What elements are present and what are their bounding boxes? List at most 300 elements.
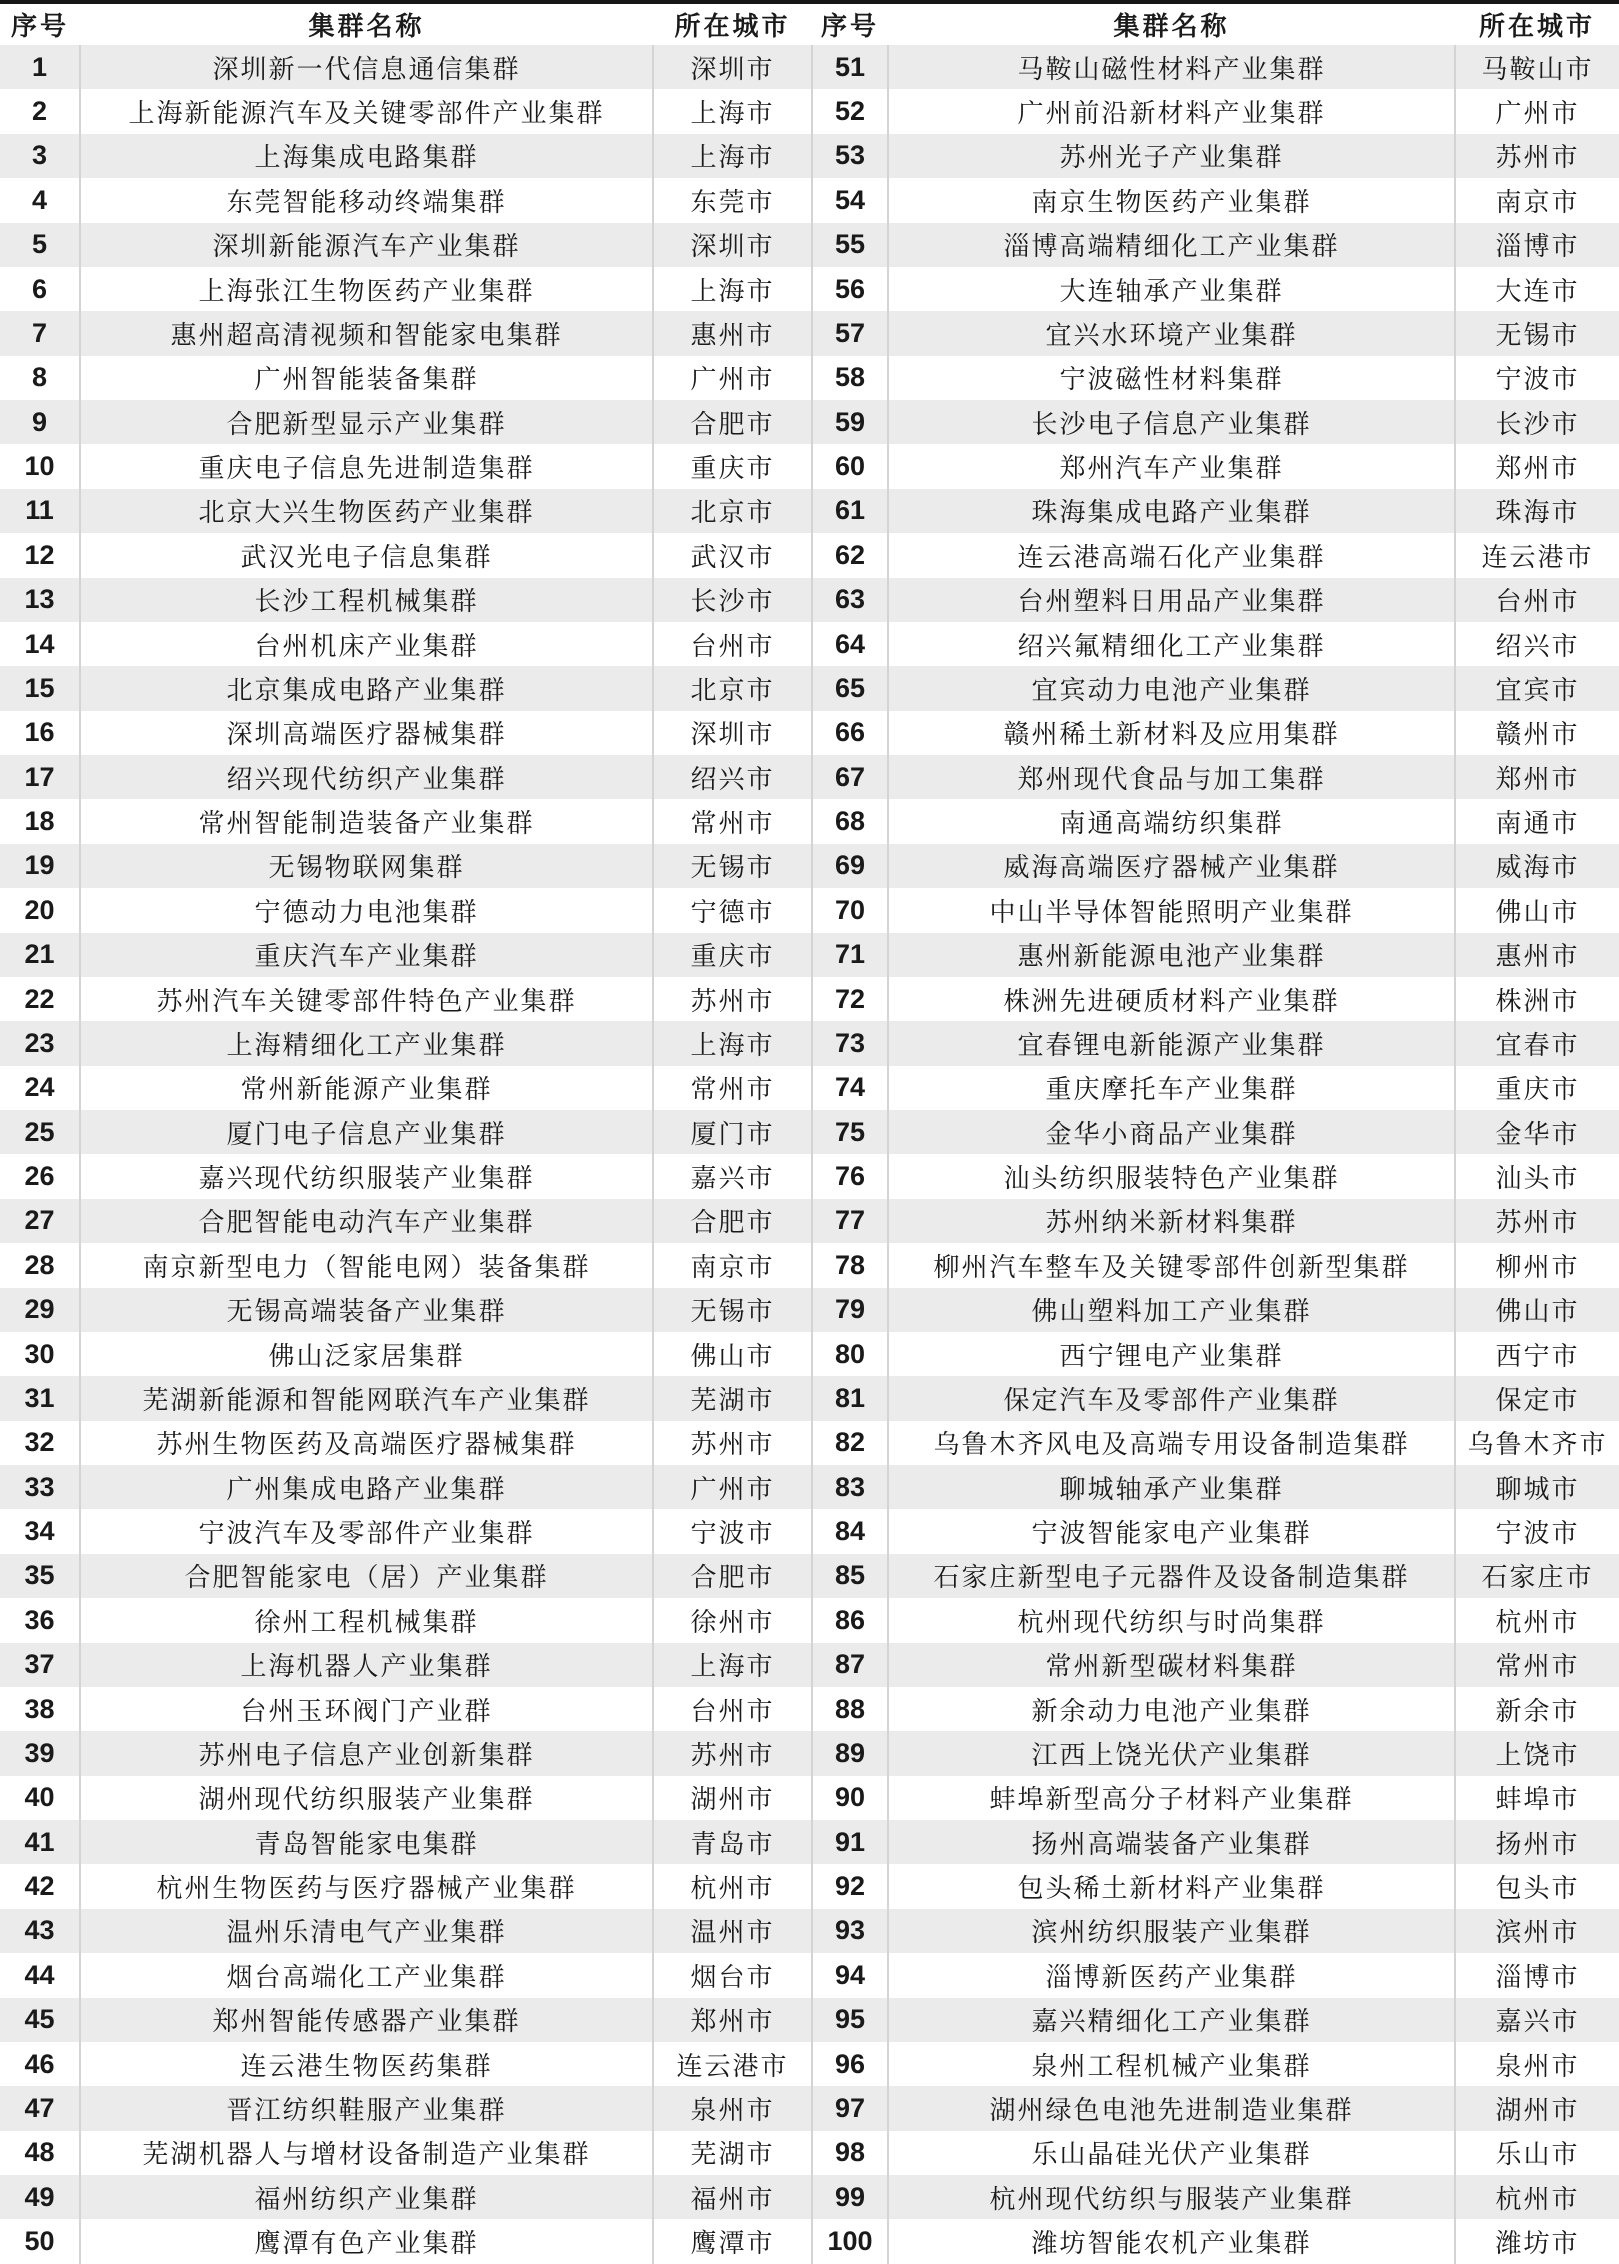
cluster-name-cell: 连云港生物医药集群 bbox=[80, 2042, 653, 2086]
city-cell: 金华市 bbox=[1495, 1119, 1580, 1149]
cluster-name-cell: 厦门电子信息产业集群 bbox=[80, 1110, 653, 1154]
cluster-name-cell: 宁德动力电池集群 bbox=[80, 888, 653, 932]
cluster-name-cell: 无锡物联网集群 bbox=[80, 844, 653, 888]
cluster-name-cell: 无锡高端装备产业集群 bbox=[80, 1288, 653, 1332]
index-cell: 15 bbox=[0, 666, 80, 710]
table-row bbox=[0, 2042, 1619, 2086]
index-cell: 60 bbox=[812, 444, 888, 488]
cluster-name-cell: 保定汽车及零部件产业集群 bbox=[888, 1376, 1455, 1420]
city-cell: 北京市 bbox=[653, 489, 812, 533]
header-index-right: 序号 bbox=[812, 4, 888, 45]
index-cell: 6 bbox=[0, 267, 80, 311]
cluster-name-cell: 上海机器人产业集群 bbox=[80, 1643, 653, 1687]
table-row bbox=[0, 223, 1619, 267]
cluster-name-cell: 台州玉环阀门产业群 bbox=[80, 1687, 653, 1731]
city-cell: 西宁市 bbox=[1495, 1341, 1580, 1371]
cluster-name-cell: 长沙工程机械集群 bbox=[80, 578, 653, 622]
index-cell: 53 bbox=[812, 134, 888, 178]
city-cell: 广州市 bbox=[653, 356, 812, 400]
header-city-left: 所在城市 bbox=[653, 4, 812, 45]
index-cell: 86 bbox=[812, 1598, 888, 1642]
table-row bbox=[0, 1776, 1619, 1820]
city-cell: 郑州市 bbox=[1495, 764, 1580, 794]
cluster-name-cell: 台州机床产业集群 bbox=[80, 622, 653, 666]
cluster-name-cell: 包头稀土新材料产业集群 bbox=[888, 1864, 1455, 1908]
cluster-name-cell: 宜宾动力电池产业集群 bbox=[888, 666, 1455, 710]
city-cell: 无锡市 bbox=[653, 844, 812, 888]
cluster-name-cell: 嘉兴精细化工产业集群 bbox=[888, 1998, 1455, 2042]
index-cell: 52 bbox=[812, 89, 888, 133]
index-cell: 51 bbox=[812, 45, 888, 89]
cluster-name-cell: 杭州现代纺织与服装产业集群 bbox=[888, 2175, 1455, 2219]
cluster-name-cell: 深圳高端医疗器械集群 bbox=[80, 711, 653, 755]
cluster-name-cell: 连云港高端石化产业集群 bbox=[888, 533, 1455, 577]
city-cell: 乐山市 bbox=[1495, 2140, 1580, 2170]
index-cell: 83 bbox=[812, 1465, 888, 1509]
cluster-name-cell: 芜湖机器人与增材设备制造产业集群 bbox=[80, 2131, 653, 2175]
table-row bbox=[0, 1643, 1619, 1687]
city-cell: 绍兴市 bbox=[653, 755, 812, 799]
index-cell: 4 bbox=[0, 178, 80, 222]
index-cell: 75 bbox=[812, 1110, 888, 1154]
cluster-name-cell: 广州智能装备集群 bbox=[80, 356, 653, 400]
index-cell: 10 bbox=[0, 444, 80, 488]
table-row bbox=[0, 89, 1619, 133]
city-cell: 温州市 bbox=[653, 1909, 812, 1953]
index-cell: 17 bbox=[0, 755, 80, 799]
city-cell: 扬州市 bbox=[1495, 1829, 1580, 1859]
city-cell: 北京市 bbox=[653, 666, 812, 710]
index-cell: 78 bbox=[812, 1243, 888, 1287]
city-cell: 石家庄市 bbox=[1481, 1563, 1594, 1593]
table-row bbox=[0, 2175, 1619, 2219]
cluster-name-cell: 上海新能源汽车及关键零部件产业集群 bbox=[80, 89, 653, 133]
cluster-name-cell: 潍坊智能农机产业集群 bbox=[888, 2219, 1455, 2263]
table-row bbox=[0, 977, 1619, 1021]
city-cell: 汕头市 bbox=[1495, 1164, 1580, 1194]
table-row bbox=[0, 799, 1619, 843]
city-cell: 上海市 bbox=[653, 1021, 812, 1065]
index-cell: 50 bbox=[0, 2219, 80, 2263]
table-row bbox=[0, 666, 1619, 710]
cluster-name-cell: 金华小商品产业集群 bbox=[888, 1110, 1455, 1154]
index-cell: 28 bbox=[0, 1243, 80, 1287]
index-cell: 23 bbox=[0, 1021, 80, 1065]
cluster-name-cell: 武汉光电子信息集群 bbox=[80, 533, 653, 577]
city-cell: 惠州市 bbox=[653, 311, 812, 355]
city-cell: 南京市 bbox=[1495, 187, 1580, 217]
city-cell: 上海市 bbox=[653, 267, 812, 311]
city-cell: 东莞市 bbox=[653, 178, 812, 222]
city-cell: 上海市 bbox=[653, 1643, 812, 1687]
index-cell: 92 bbox=[812, 1864, 888, 1908]
city-cell: 芜湖市 bbox=[653, 2131, 812, 2175]
table-row bbox=[0, 844, 1619, 888]
table-row bbox=[0, 1731, 1619, 1775]
table-row bbox=[0, 533, 1619, 577]
cluster-name-cell: 重庆电子信息先进制造集群 bbox=[80, 444, 653, 488]
city-cell: 宁德市 bbox=[653, 888, 812, 932]
city-cell: 常州市 bbox=[1495, 1652, 1580, 1682]
cluster-name-cell: 乌鲁木齐风电及高端专用设备制造集群 bbox=[888, 1421, 1455, 1465]
city-cell: 威海市 bbox=[1495, 853, 1580, 883]
table-row bbox=[0, 1465, 1619, 1509]
city-cell: 柳州市 bbox=[1495, 1252, 1580, 1282]
index-cell: 12 bbox=[0, 533, 80, 577]
index-cell: 100 bbox=[812, 2219, 888, 2263]
city-cell: 深圳市 bbox=[653, 711, 812, 755]
city-cell: 郑州市 bbox=[1495, 454, 1580, 484]
city-cell: 上饶市 bbox=[1495, 1740, 1580, 1770]
table-row bbox=[0, 622, 1619, 666]
cluster-name-cell: 汕头纺织服装特色产业集群 bbox=[888, 1154, 1455, 1198]
index-cell: 87 bbox=[812, 1643, 888, 1687]
city-cell: 湖州市 bbox=[1495, 2095, 1580, 2125]
city-cell: 台州市 bbox=[653, 1687, 812, 1731]
index-cell: 54 bbox=[812, 178, 888, 222]
index-cell: 29 bbox=[0, 1288, 80, 1332]
cluster-name-cell: 鹰潭有色产业集群 bbox=[80, 2219, 653, 2263]
city-cell: 蚌埠市 bbox=[1495, 1785, 1580, 1815]
cluster-name-cell: 合肥智能家电（居）产业集群 bbox=[80, 1554, 653, 1598]
city-cell: 聊城市 bbox=[1495, 1474, 1580, 1504]
index-cell: 67 bbox=[812, 755, 888, 799]
index-cell: 7 bbox=[0, 311, 80, 355]
cluster-name-cell: 郑州现代食品与加工集群 bbox=[888, 755, 1455, 799]
city-cell: 嘉兴市 bbox=[653, 1154, 812, 1198]
table-row bbox=[0, 1820, 1619, 1864]
table-row bbox=[0, 1953, 1619, 1997]
city-cell: 郑州市 bbox=[653, 1998, 812, 2042]
index-cell: 62 bbox=[812, 533, 888, 577]
cluster-name-cell: 滨州纺织服装产业集群 bbox=[888, 1909, 1455, 1953]
index-cell: 3 bbox=[0, 134, 80, 178]
city-cell: 保定市 bbox=[1495, 1385, 1580, 1415]
cluster-name-cell: 宜春锂电新能源产业集群 bbox=[888, 1021, 1455, 1065]
city-cell: 武汉市 bbox=[653, 533, 812, 577]
table-row bbox=[0, 356, 1619, 400]
cluster-name-cell: 中山半导体智能照明产业集群 bbox=[888, 888, 1455, 932]
table-row bbox=[0, 400, 1619, 444]
index-cell: 16 bbox=[0, 711, 80, 755]
cluster-name-cell: 惠州超高清视频和智能家电集群 bbox=[80, 311, 653, 355]
index-cell: 73 bbox=[812, 1021, 888, 1065]
cluster-name-cell: 湖州绿色电池先进制造业集群 bbox=[888, 2086, 1455, 2130]
city-cell: 福州市 bbox=[653, 2175, 812, 2219]
cluster-name-cell: 北京集成电路产业集群 bbox=[80, 666, 653, 710]
table-row bbox=[0, 1288, 1619, 1332]
cluster-name-cell: 南京新型电力（智能电网）装备集群 bbox=[80, 1243, 653, 1287]
cluster-name-cell: 柳州汽车整车及关键零部件创新型集群 bbox=[888, 1243, 1455, 1287]
table-row bbox=[0, 2131, 1619, 2175]
index-cell: 46 bbox=[0, 2042, 80, 2086]
cluster-name-cell: 西宁锂电产业集群 bbox=[888, 1332, 1455, 1376]
index-cell: 79 bbox=[812, 1288, 888, 1332]
city-cell: 芜湖市 bbox=[653, 1376, 812, 1420]
cluster-name-cell: 珠海集成电路产业集群 bbox=[888, 489, 1455, 533]
city-cell: 绍兴市 bbox=[1495, 631, 1580, 661]
index-cell: 90 bbox=[812, 1776, 888, 1820]
cluster-name-cell: 杭州现代纺织与时尚集群 bbox=[888, 1598, 1455, 1642]
cluster-name-cell: 株洲先进硬质材料产业集群 bbox=[888, 977, 1455, 1021]
cluster-name-cell: 晋江纺织鞋服产业集群 bbox=[80, 2086, 653, 2130]
city-cell: 常州市 bbox=[653, 1066, 812, 1110]
index-cell: 30 bbox=[0, 1332, 80, 1376]
city-cell: 杭州市 bbox=[1495, 1607, 1580, 1637]
index-cell: 22 bbox=[0, 977, 80, 1021]
table-row bbox=[0, 444, 1619, 488]
index-cell: 74 bbox=[812, 1066, 888, 1110]
table-row bbox=[0, 755, 1619, 799]
index-cell: 77 bbox=[812, 1199, 888, 1243]
city-cell: 重庆市 bbox=[653, 933, 812, 977]
cluster-name-cell: 常州新能源产业集群 bbox=[80, 1066, 653, 1110]
index-cell: 56 bbox=[812, 267, 888, 311]
index-cell: 8 bbox=[0, 356, 80, 400]
city-cell: 南通市 bbox=[1495, 809, 1580, 839]
city-cell: 宁波市 bbox=[1495, 365, 1580, 395]
city-cell: 苏州市 bbox=[653, 1731, 812, 1775]
index-cell: 98 bbox=[812, 2131, 888, 2175]
cluster-name-cell: 乐山晶硅光伏产业集群 bbox=[888, 2131, 1455, 2175]
cluster-name-cell: 苏州纳米新材料集群 bbox=[888, 1199, 1455, 1243]
index-cell: 41 bbox=[0, 1820, 80, 1864]
table-row bbox=[0, 1998, 1619, 2042]
index-cell: 80 bbox=[812, 1332, 888, 1376]
header-city-right: 所在城市 bbox=[1455, 4, 1619, 45]
city-cell: 潍坊市 bbox=[1495, 2229, 1580, 2259]
cluster-name-cell: 芜湖新能源和智能网联汽车产业集群 bbox=[80, 1376, 653, 1420]
table-row bbox=[0, 1554, 1619, 1598]
table-row bbox=[0, 1199, 1619, 1243]
index-cell: 85 bbox=[812, 1554, 888, 1598]
city-cell: 台州市 bbox=[1495, 587, 1580, 617]
table-row bbox=[0, 1687, 1619, 1731]
index-cell: 59 bbox=[812, 400, 888, 444]
index-cell: 70 bbox=[812, 888, 888, 932]
city-cell: 湖州市 bbox=[653, 1776, 812, 1820]
cluster-name-cell: 重庆摩托车产业集群 bbox=[888, 1066, 1455, 1110]
index-cell: 84 bbox=[812, 1509, 888, 1553]
header-index-left: 序号 bbox=[0, 4, 80, 45]
cluster-name-cell: 广州前沿新材料产业集群 bbox=[888, 89, 1455, 133]
cluster-name-cell: 上海张江生物医药产业集群 bbox=[80, 267, 653, 311]
table-row bbox=[0, 134, 1619, 178]
index-cell: 69 bbox=[812, 844, 888, 888]
index-cell: 37 bbox=[0, 1643, 80, 1687]
cluster-name-cell: 泉州工程机械产业集群 bbox=[888, 2042, 1455, 2086]
table-row bbox=[0, 1154, 1619, 1198]
table-row bbox=[0, 2086, 1619, 2130]
city-cell: 珠海市 bbox=[1495, 498, 1580, 528]
city-cell: 常州市 bbox=[653, 799, 812, 843]
city-cell: 嘉兴市 bbox=[1495, 2007, 1580, 2037]
index-cell: 55 bbox=[812, 223, 888, 267]
index-cell: 68 bbox=[812, 799, 888, 843]
index-cell: 1 bbox=[0, 45, 80, 89]
index-cell: 71 bbox=[812, 933, 888, 977]
city-cell: 长沙市 bbox=[1495, 409, 1580, 439]
index-cell: 38 bbox=[0, 1687, 80, 1731]
index-cell: 39 bbox=[0, 1731, 80, 1775]
index-cell: 42 bbox=[0, 1864, 80, 1908]
index-cell: 82 bbox=[812, 1421, 888, 1465]
cluster-name-cell: 台州塑料日用品产业集群 bbox=[888, 578, 1455, 622]
cluster-name-cell: 温州乐清电气产业集群 bbox=[80, 1909, 653, 1953]
cluster-name-cell: 上海集成电路集群 bbox=[80, 134, 653, 178]
index-cell: 91 bbox=[812, 1820, 888, 1864]
city-cell: 苏州市 bbox=[653, 1421, 812, 1465]
cluster-name-cell: 东莞智能移动终端集群 bbox=[80, 178, 653, 222]
table-row bbox=[0, 1864, 1619, 1908]
city-cell: 淄博市 bbox=[1495, 232, 1580, 262]
index-cell: 47 bbox=[0, 2086, 80, 2130]
city-cell: 宁波市 bbox=[1495, 1519, 1580, 1549]
city-cell: 上海市 bbox=[653, 89, 812, 133]
header-name-right: 集群名称 bbox=[888, 4, 1455, 45]
cluster-name-cell: 徐州工程机械集群 bbox=[80, 1598, 653, 1642]
city-cell: 杭州市 bbox=[653, 1864, 812, 1908]
city-cell: 滨州市 bbox=[1495, 1918, 1580, 1948]
index-cell: 40 bbox=[0, 1776, 80, 1820]
table-row bbox=[0, 1598, 1619, 1642]
index-cell: 66 bbox=[812, 711, 888, 755]
table-row bbox=[0, 1909, 1619, 1953]
cluster-name-cell: 扬州高端装备产业集群 bbox=[888, 1820, 1455, 1864]
cluster-name-cell: 惠州新能源电池产业集群 bbox=[888, 933, 1455, 977]
city-cell: 淄博市 bbox=[1495, 1962, 1580, 1992]
index-cell: 13 bbox=[0, 578, 80, 622]
cluster-name-cell: 苏州光子产业集群 bbox=[888, 134, 1455, 178]
cluster-name-cell: 烟台高端化工产业集群 bbox=[80, 1953, 653, 1997]
city-cell: 广州市 bbox=[1495, 99, 1580, 129]
city-cell: 泉州市 bbox=[1495, 2051, 1580, 2081]
header-row bbox=[0, 4, 1619, 45]
index-cell: 33 bbox=[0, 1465, 80, 1509]
cluster-name-cell: 郑州智能传感器产业集群 bbox=[80, 1998, 653, 2042]
cluster-name-cell: 郑州汽车产业集群 bbox=[888, 444, 1455, 488]
table-row bbox=[0, 1110, 1619, 1154]
index-cell: 97 bbox=[812, 2086, 888, 2130]
cluster-name-cell: 淄博高端精细化工产业集群 bbox=[888, 223, 1455, 267]
cluster-name-cell: 上海精细化工产业集群 bbox=[80, 1021, 653, 1065]
index-cell: 9 bbox=[0, 400, 80, 444]
index-cell: 27 bbox=[0, 1199, 80, 1243]
table-row bbox=[0, 1421, 1619, 1465]
cluster-name-cell: 北京大兴生物医药产业集群 bbox=[80, 489, 653, 533]
index-cell: 61 bbox=[812, 489, 888, 533]
city-cell: 宜春市 bbox=[1495, 1030, 1580, 1060]
index-cell: 63 bbox=[812, 578, 888, 622]
table-row bbox=[0, 311, 1619, 355]
cluster-name-cell: 苏州生物医药及高端医疗器械集群 bbox=[80, 1421, 653, 1465]
table-body bbox=[0, 45, 1619, 2264]
cluster-name-cell: 威海高端医疗器械产业集群 bbox=[888, 844, 1455, 888]
city-cell: 苏州市 bbox=[653, 977, 812, 1021]
index-cell: 45 bbox=[0, 1998, 80, 2042]
index-cell: 96 bbox=[812, 2042, 888, 2086]
city-cell: 佛山市 bbox=[653, 1332, 812, 1376]
city-cell: 台州市 bbox=[653, 622, 812, 666]
city-cell: 上海市 bbox=[653, 134, 812, 178]
city-cell: 大连市 bbox=[1495, 276, 1580, 306]
city-cell: 乌鲁木齐市 bbox=[1467, 1430, 1608, 1460]
cluster-name-cell: 重庆汽车产业集群 bbox=[80, 933, 653, 977]
city-cell: 包头市 bbox=[1495, 1874, 1580, 1904]
table-row bbox=[0, 1332, 1619, 1376]
city-cell: 惠州市 bbox=[1495, 942, 1580, 972]
cluster-name-cell: 合肥智能电动汽车产业集群 bbox=[80, 1199, 653, 1243]
city-cell: 深圳市 bbox=[653, 45, 812, 89]
cluster-name-cell: 赣州稀土新材料及应用集群 bbox=[888, 711, 1455, 755]
index-cell: 65 bbox=[812, 666, 888, 710]
cluster-name-cell: 常州智能制造装备产业集群 bbox=[80, 799, 653, 843]
table-row bbox=[0, 267, 1619, 311]
index-cell: 18 bbox=[0, 799, 80, 843]
table-row bbox=[0, 888, 1619, 932]
cluster-name-cell: 广州集成电路产业集群 bbox=[80, 1465, 653, 1509]
cluster-name-cell: 石家庄新型电子元器件及设备制造集群 bbox=[888, 1554, 1455, 1598]
city-cell: 合肥市 bbox=[653, 1554, 812, 1598]
cluster-name-cell: 福州纺织产业集群 bbox=[80, 2175, 653, 2219]
city-cell: 新余市 bbox=[1495, 1696, 1580, 1726]
index-cell: 64 bbox=[812, 622, 888, 666]
table-row bbox=[0, 711, 1619, 755]
index-cell: 36 bbox=[0, 1598, 80, 1642]
cluster-name-cell: 江西上饶光伏产业集群 bbox=[888, 1731, 1455, 1775]
table-row bbox=[0, 1376, 1619, 1420]
index-cell: 11 bbox=[0, 489, 80, 533]
index-cell: 34 bbox=[0, 1509, 80, 1553]
header-name-left: 集群名称 bbox=[80, 4, 653, 45]
cluster-name-cell: 南通高端纺织集群 bbox=[888, 799, 1455, 843]
cluster-name-cell: 苏州汽车关键零部件特色产业集群 bbox=[80, 977, 653, 1021]
index-cell: 81 bbox=[812, 1376, 888, 1420]
cluster-name-cell: 宁波汽车及零部件产业集群 bbox=[80, 1509, 653, 1553]
table-row bbox=[0, 45, 1619, 89]
index-cell: 48 bbox=[0, 2131, 80, 2175]
city-cell: 无锡市 bbox=[1495, 320, 1580, 350]
cluster-table bbox=[0, 4, 1619, 2264]
cluster-name-cell: 宜兴水环境产业集群 bbox=[888, 311, 1455, 355]
index-cell: 58 bbox=[812, 356, 888, 400]
city-cell: 烟台市 bbox=[653, 1953, 812, 1997]
index-cell: 49 bbox=[0, 2175, 80, 2219]
index-cell: 2 bbox=[0, 89, 80, 133]
city-cell: 重庆市 bbox=[653, 444, 812, 488]
index-cell: 19 bbox=[0, 844, 80, 888]
cluster-name-cell: 合肥新型显示产业集群 bbox=[80, 400, 653, 444]
table-row bbox=[0, 489, 1619, 533]
cluster-name-cell: 湖州现代纺织服装产业集群 bbox=[80, 1776, 653, 1820]
index-cell: 88 bbox=[812, 1687, 888, 1731]
city-cell: 重庆市 bbox=[1495, 1075, 1580, 1105]
index-cell: 21 bbox=[0, 933, 80, 977]
index-cell: 35 bbox=[0, 1554, 80, 1598]
table-row bbox=[0, 1066, 1619, 1110]
cluster-name-cell: 马鞍山磁性材料产业集群 bbox=[888, 45, 1455, 89]
city-cell: 广州市 bbox=[653, 1465, 812, 1509]
cluster-name-cell: 青岛智能家电集群 bbox=[80, 1820, 653, 1864]
city-cell: 连云港市 bbox=[653, 2042, 812, 2086]
index-cell: 94 bbox=[812, 1953, 888, 1997]
city-cell: 杭州市 bbox=[1495, 2184, 1580, 2214]
city-cell: 泉州市 bbox=[653, 2086, 812, 2130]
cluster-name-cell: 聊城轴承产业集群 bbox=[888, 1465, 1455, 1509]
city-cell: 鹰潭市 bbox=[653, 2219, 812, 2263]
cluster-name-cell: 淄博新医药产业集群 bbox=[888, 1953, 1455, 1997]
city-cell: 厦门市 bbox=[653, 1110, 812, 1154]
